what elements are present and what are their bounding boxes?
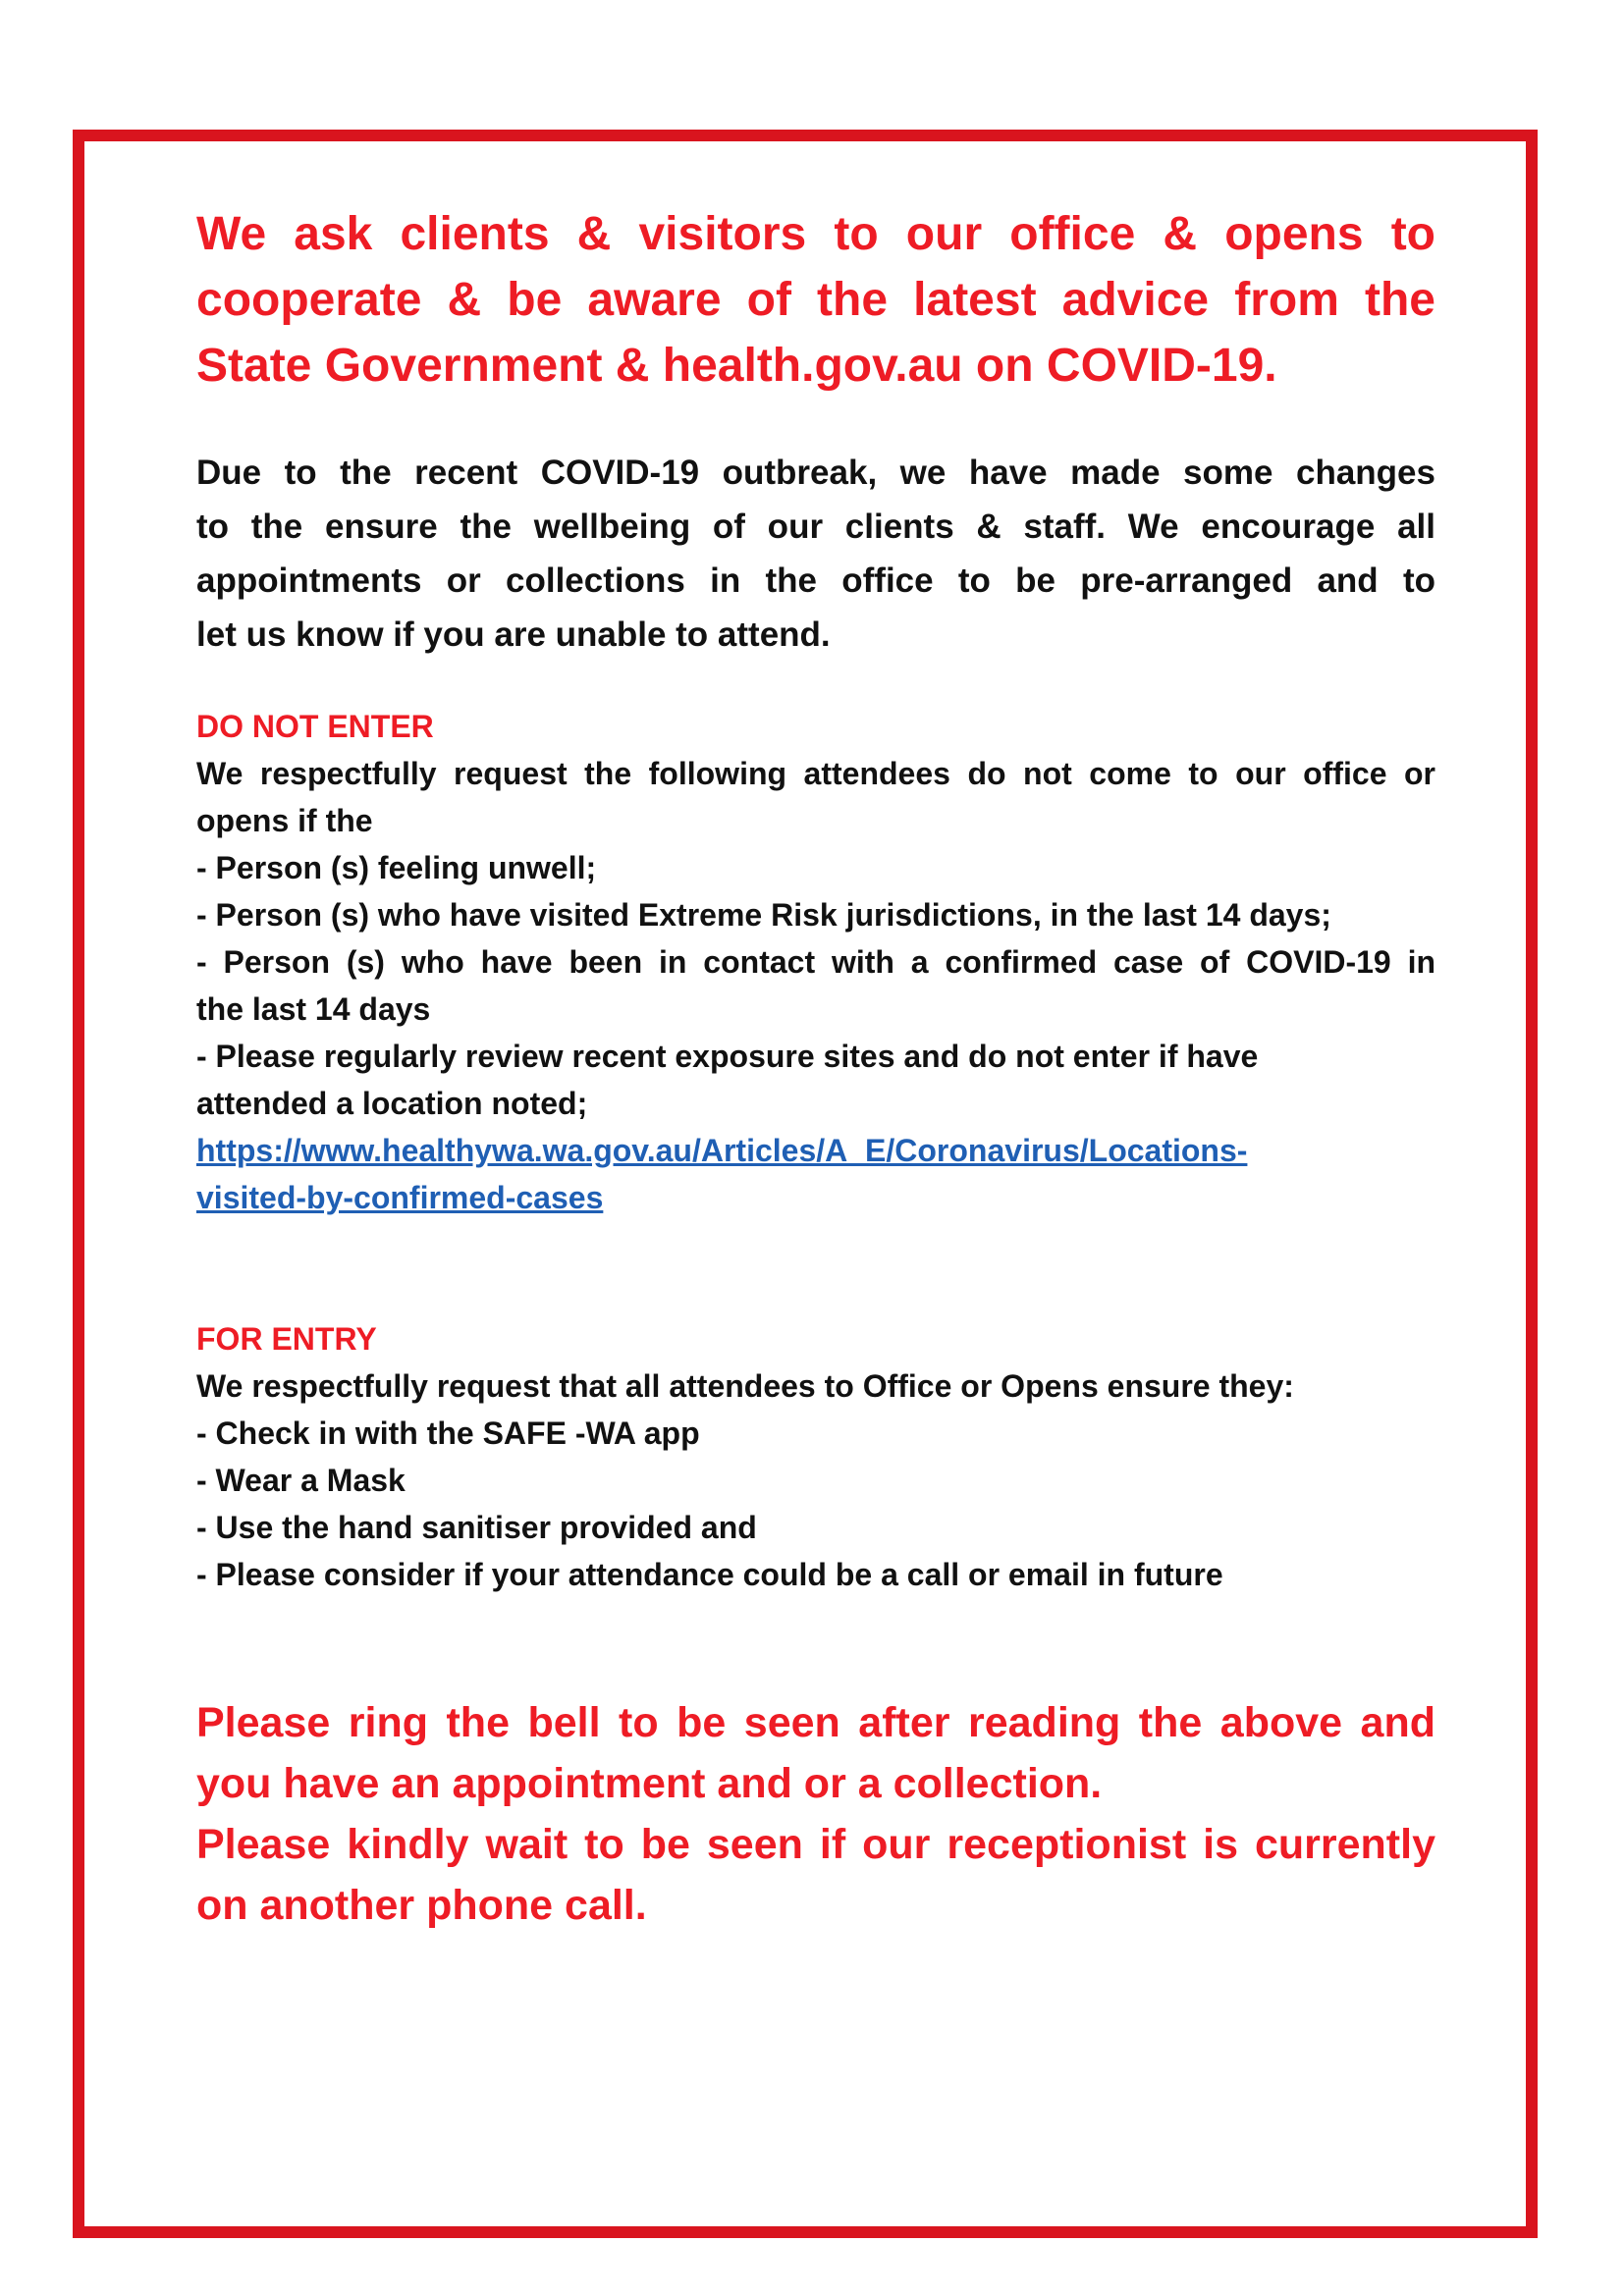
for-entry-line: - Use the hand sanitiser provided and xyxy=(196,1510,757,1545)
do-not-enter-line: - Please regularly review recent exposure sites and do not enter if have xyxy=(196,1039,1259,1074)
do-not-enter-section xyxy=(196,703,1435,1221)
do-not-enter-line: - Person (s) who have visited Extreme Risk jurisdictions, in the last 14 days; xyxy=(196,897,1331,933)
do-not-enter-title: DO NOT ENTER xyxy=(196,709,434,744)
intro-paragraph xyxy=(196,446,1435,662)
exposure-sites-link[interactable] xyxy=(196,1127,1435,1221)
closing-line: Please ring the bell to be seen after reading the above and xyxy=(196,1699,1435,1746)
do-not-enter-line: attended a location noted; xyxy=(196,1086,588,1121)
for-entry-line: - Check in with the SAFE -WA app xyxy=(196,1415,700,1451)
for-entry-line: - Please consider if your attendance could be a call or email in future xyxy=(196,1557,1223,1592)
do-not-enter-line: - Person (s) who have been in contact with a confirmed case of COVID-19 in xyxy=(196,944,1435,980)
intro-line: Due to the recent COVID-19 outbreak, we have made some changes xyxy=(196,454,1435,492)
closing-line: Please kindly wait to be seen if our receptionist is currently xyxy=(196,1821,1435,1868)
closing-message xyxy=(196,1692,1435,1936)
closing-line: on another phone call. xyxy=(196,1882,647,1929)
headline-line: We ask clients & visitors to our office & opens to xyxy=(196,208,1435,260)
exposure-sites-link-line[interactable]: https://www.healthywa.wa.gov.au/Articles/A_E/Coronavirus/Locations- xyxy=(196,1133,1248,1168)
exposure-sites-link-line[interactable]: visited-by-confirmed-cases xyxy=(196,1180,604,1215)
do-not-enter-line: We respectfully request the following attendees do not come to our office or xyxy=(196,756,1435,791)
intro-line: to the ensure the wellbeing of our clients & staff. We encourage all xyxy=(196,507,1435,546)
closing-line: you have an appointment and or a collection. xyxy=(196,1760,1103,1807)
for-entry-section xyxy=(196,1315,1435,1598)
for-entry-body xyxy=(196,1362,1435,1598)
intro-line: appointments or collections in the office to be pre-arranged and to xyxy=(196,561,1435,600)
do-not-enter-body xyxy=(196,750,1435,1127)
for-entry-line: - Wear a Mask xyxy=(196,1463,406,1498)
do-not-enter-line: the last 14 days xyxy=(196,991,431,1027)
intro-line: let us know if you are unable to attend. xyxy=(196,615,831,654)
notice-content xyxy=(196,201,1435,1936)
headline xyxy=(196,201,1435,399)
for-entry-line: We respectfully request that all attendees to Office or Opens ensure they: xyxy=(196,1368,1294,1404)
for-entry-title: FOR ENTRY xyxy=(196,1321,377,1357)
do-not-enter-line: opens if the xyxy=(196,803,373,838)
do-not-enter-line: - Person (s) feeling unwell; xyxy=(196,850,597,885)
headline-line: cooperate & be aware of the latest advice from the xyxy=(196,274,1435,326)
headline-line: State Government & health.gov.au on COVID-19. xyxy=(196,340,1277,392)
